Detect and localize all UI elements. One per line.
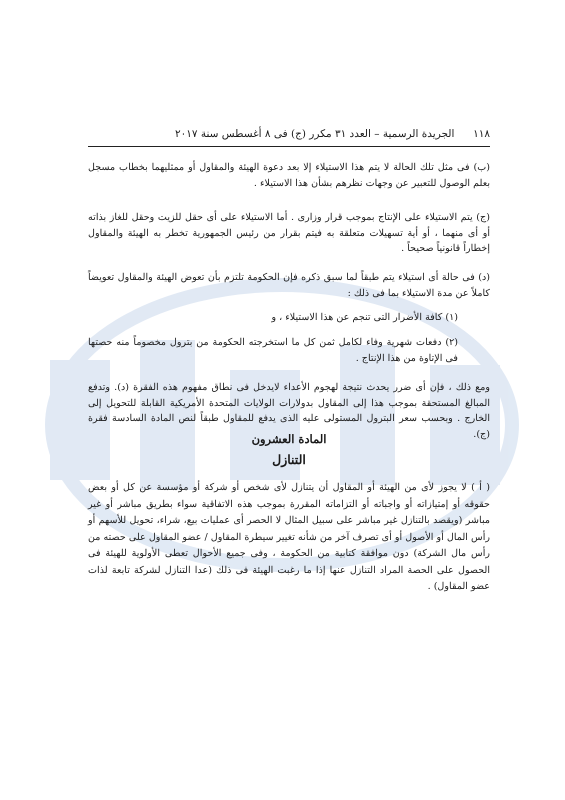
- gazette-title: الجريدة الرسمية – العدد ٣١ مكرر (ج) فى ٨ أغسطس سنة ٢٠١٧: [174, 128, 455, 140]
- page-number: ١١٨: [473, 128, 490, 140]
- paragraph-d: (د) فى حالة أى استيلاء يتم طبقاً لما سبق ذكره فإن الحكومة تلتزم بأن تعوض الهيئة والمقاول تعويضاً كاملاً عن مدة الاستيلاء بما فى ذلك :: [88, 272, 490, 299]
- paragraph-d-item-2: (٢) دفعات شهرية وفاء لكامل ثمن كل ما استخرجته الحكومة من بترول مخصوماً منه حصتها فى الإتاوة من هذا الإنتاج .: [88, 337, 458, 364]
- article-subject: التنازل: [272, 452, 306, 467]
- header-rule: [88, 146, 490, 147]
- page-header: [88, 128, 490, 140]
- paragraph-note: ومع ذلك ، فإن أى ضرر يحدث نتيجة لهجوم الأعداء لايدخل فى نطاق مفهوم هذه الفقرة (د). وتدفع المبالغ المستحقة بموجب هذا إلى المقاول بدولارات الولايات المتحدة الأمريكية القابلة للتحويل إلى الخارج . وبحسب سعر البترول المستولى عليه الذى يدفع للمقاول طبقاً لنص المادة السادسة فقرة (ج).: [88, 382, 490, 440]
- paragraph-a: ( أ ) لا يجوز لأى من الهيئة أو المقاول أن يتنازل لأى شخص أو شركة أو مؤسسة عن كل أو بعض حقوقه أو إمتيازاته أو واجباته أو التزاماته المقررة بموجب هذه الاتفاقية سواء بطريق مباشر أو غير مباشر (ويقصد بالتنازل غير مباشر على سبيل المثال لا الحصر أى عمليات بيع، شراء، تحويل للأسهم أو رأس المال أو الأصول أو أى تصرف آخر من شأنه تغيير سيطرة المقاول / عضو المقاول على حصته من رأس مال الشركة) دون موافقة كتابية من الحكومة ، وفى جميع الأحوال تعطى الأولوية للهيئة فى الحصول على الحصة المراد التنازل عنها إذا ما رغبت الهيئة فى ذلك (عدا التنازل لشركة تابعة لذات عضو المقاول) .: [88, 482, 490, 592]
- article-heading: المادة العشرون: [251, 432, 327, 446]
- paragraph-c: (ج) يتم الاستيلاء على الإنتاج بموجب قرار وزارى . أما الاستيلاء على أى حقل للزيت وحقل للغاز بذاته أو أى منهما ، أو أية تسهيلات متعلقة به فيتم بقرار من رئيس الجمهورية تخطر به الهيئة والمقاول إخطاراً قانونياً صحيحاً .: [88, 212, 490, 254]
- paragraph-d-item-1: (١) كافة الأضرار التى تنجم عن هذا الاستيلاء ، و: [271, 312, 458, 323]
- paragraph-b: (ب) فى مثل تلك الحالة لا يتم هذا الاستيلاء إلا بعد دعوة الهيئة والمقاول أو ممثليهما بخطاب مسجل بعلم الوصول للتعبير عن وجهات نظرهم بشأن هذا الاستيلاء .: [88, 162, 490, 189]
